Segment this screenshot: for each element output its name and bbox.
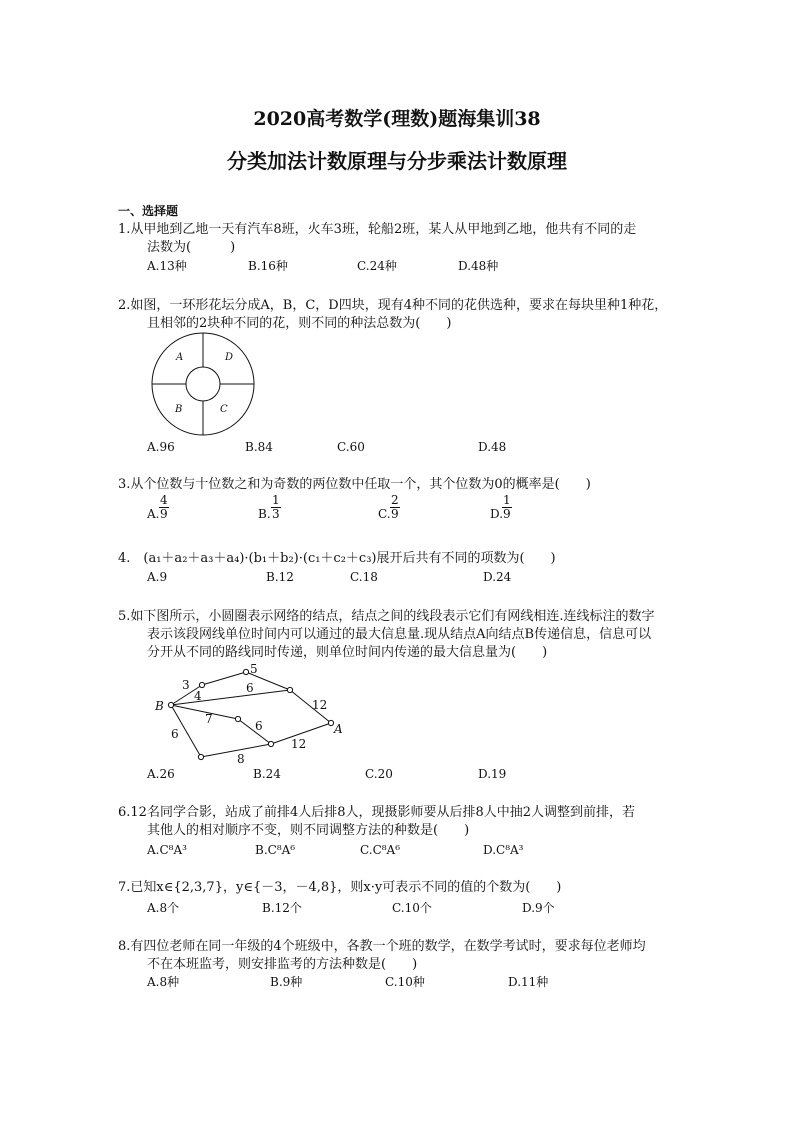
- q1-option-a[interactable]: A.13种: [147, 259, 187, 273]
- q4-option-a[interactable]: A.9: [147, 570, 168, 584]
- region-c-label: C: [220, 404, 228, 415]
- edge-label: 5: [250, 662, 258, 676]
- q2-text-line2: 且相邻的2块种不同的花，则不同的种法总数为( ): [147, 316, 452, 331]
- edge-label: 6: [255, 719, 263, 733]
- page-subtitle: 分类加法计数原理与分步乘法计数原理: [227, 149, 567, 173]
- q6-text-line1: 6.12名同学合影，站成了前排4人后排8人，现摄影师要从后排8人中抽2人调整到前排，若: [118, 805, 636, 820]
- q5-option-c[interactable]: C.20: [365, 767, 393, 781]
- q3-option-a-label[interactable]: A.: [147, 507, 160, 521]
- edge-label: 12: [291, 737, 307, 751]
- edge-top-top2: [202, 672, 246, 685]
- numerator: 4: [160, 493, 168, 507]
- q3-option-b-label[interactable]: B.: [258, 507, 271, 521]
- q5-option-a[interactable]: A.26: [147, 767, 175, 781]
- node: [268, 741, 273, 746]
- network-diagram: [150, 660, 350, 770]
- q8-option-c[interactable]: C.10种: [385, 975, 425, 989]
- q6-text-line2: 其他人的相对顺序不变，则不同调整方法的种数是( ): [147, 823, 470, 838]
- region-d-label: D: [225, 352, 234, 363]
- denominator: 9: [160, 507, 168, 521]
- q2-option-a[interactable]: A.96: [147, 440, 175, 454]
- node: [287, 687, 292, 692]
- q3-option-b-fraction[interactable]: [271, 494, 281, 521]
- q8-option-a[interactable]: A.8种: [147, 975, 180, 989]
- q4-option-c[interactable]: C.18: [350, 570, 378, 584]
- edge-label: 8: [237, 752, 245, 766]
- q6-option-c[interactable]: C.C⁸A⁶: [360, 843, 401, 857]
- q1-option-b[interactable]: B.16种: [248, 259, 288, 273]
- page-title: 2020高考数学(理数)题海集训38: [253, 108, 541, 130]
- q7-option-b[interactable]: B.12个: [262, 901, 302, 915]
- q6-option-b[interactable]: B.C⁸A⁶: [255, 843, 296, 857]
- q2-text-line1: 2.如图，一环形花坛分成A，B，C，D四块，现有4种不同的花供选种，要求在每块里种1种花，: [118, 298, 668, 313]
- node-b: [168, 702, 173, 707]
- node-a: [328, 720, 333, 725]
- edge-label: 4: [194, 689, 202, 703]
- edge-label: 6: [171, 727, 179, 741]
- q7-text-line1: 7.已知x∈{2,3,7}，y∈{－3，－4,8}，则x·y可表示不同的值的个数为( ): [118, 880, 562, 895]
- ring-flowerbed-diagram: [150, 334, 256, 436]
- q2-option-b[interactable]: B.84: [245, 440, 273, 454]
- q1-option-c[interactable]: C.24种: [357, 259, 397, 273]
- q6-option-d[interactable]: D.C⁸A³: [483, 843, 524, 857]
- edge-label: 12: [312, 698, 328, 712]
- edge-b-right: [171, 690, 290, 705]
- denominator: 9: [391, 507, 399, 521]
- q4-option-d[interactable]: D.24: [483, 570, 512, 584]
- q3-option-c-fraction[interactable]: [390, 494, 400, 521]
- node-b-label: B: [155, 699, 164, 713]
- q5-option-d[interactable]: D.19: [478, 767, 507, 781]
- q5-text-line3: 分开从不同的路线同时传递，则单位时间内传递的最大信息量为( ): [147, 645, 548, 660]
- q2-option-d[interactable]: D.48: [478, 440, 507, 454]
- q1-text-line1: 1.从甲地到乙地一天有汽车8班，火车3班，轮船2班，某人从甲地到乙地，他共有不同的走: [118, 222, 637, 237]
- edge-label: 7: [205, 712, 213, 726]
- q7-option-c[interactable]: C.10个: [392, 901, 432, 915]
- q3-text-line1: 3.从个位数与十位数之和为奇数的两位数中任取一个，其个位数为0的概率是( ): [118, 477, 591, 492]
- edge-label: 6: [246, 681, 254, 695]
- section-heading: 一、选择题: [118, 204, 179, 218]
- q6-option-a[interactable]: A.C⁸A³: [147, 843, 187, 857]
- numerator: 2: [391, 493, 399, 507]
- edge-label: 3: [182, 678, 190, 692]
- q4-option-b[interactable]: B.12: [266, 570, 294, 584]
- numerator: 1: [503, 493, 511, 507]
- node-a-label: A: [334, 722, 343, 736]
- region-b-label: B: [175, 404, 183, 415]
- edge-bottom-low: [201, 744, 271, 757]
- q1-option-d[interactable]: D.48种: [458, 259, 499, 273]
- region-a-label: A: [176, 352, 184, 363]
- denominator: 3: [272, 507, 280, 521]
- node: [243, 669, 248, 674]
- q7-option-d[interactable]: D.9个: [522, 901, 555, 915]
- numerator: 1: [272, 493, 280, 507]
- q7-option-a[interactable]: A.8个: [147, 901, 180, 915]
- q5-text-line1: 5.如下图所示，小圆圈表示网络的结点，结点之间的线段表示它们有网线相连.连线标注的数字: [118, 609, 655, 624]
- q3-option-d-label[interactable]: D.: [490, 507, 504, 521]
- node: [235, 716, 240, 721]
- q5-text-line2: 表示该段网线单位时间内可以通过的最大信息量.现从结点A向结点B传递信息，信息可以: [147, 627, 652, 642]
- q3-option-c-label[interactable]: C.: [378, 507, 391, 521]
- inner-circle: [186, 367, 220, 401]
- q4-text-line1: 4. (a₁＋a₂＋a₃＋a₄)·(b₁＋b₂)·(c₁＋c₂＋c₃)展开后共有不同的项数为( ): [118, 551, 556, 566]
- q1-text-line2: 法数为( ): [147, 240, 236, 255]
- q8-text-line1: 8.有四位老师在同一年级的4个班级中，各教一个班的数学，在数学考试时，要求每位老师均: [118, 939, 646, 954]
- q8-option-d[interactable]: D.11种: [508, 975, 549, 989]
- node: [199, 682, 204, 687]
- q5-option-b[interactable]: B.24: [253, 767, 281, 781]
- denominator: 9: [503, 507, 511, 521]
- q8-text-line2: 不在本班监考，则安排监考的方法种数是( ): [147, 957, 418, 972]
- q3-option-a-fraction[interactable]: [159, 494, 169, 521]
- node: [198, 754, 203, 759]
- q8-option-b[interactable]: B.9种: [270, 975, 303, 989]
- q2-option-c[interactable]: C.60: [337, 440, 365, 454]
- q3-option-d-fraction[interactable]: [502, 494, 512, 521]
